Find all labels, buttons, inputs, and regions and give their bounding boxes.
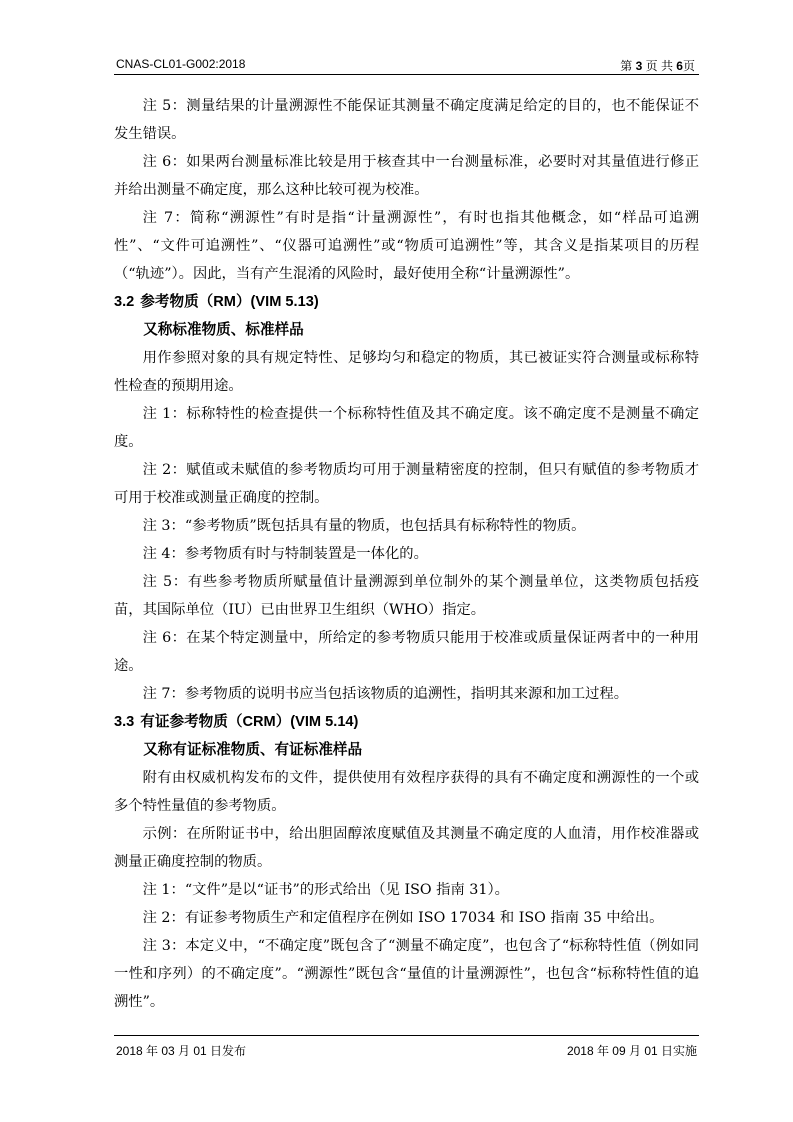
- crm-example: 示例：在所附证书中，给出胆固醇浓度赋值及其测量不确定度的人血清，用作校准器或测量正确度控制的物质。: [114, 826, 699, 870]
- section-title: 参考物质（RM）(VIM 5.13): [140, 294, 319, 310]
- note-7-traceability: 注 7：简称“溯源性”有时是指“计量溯源性”，有时也指其他概念，如“样品可追溯性”、“文件可追溯性”、“仪器可追溯性”或“物质可追溯性”等，其含义是指某项目的历程（“轨迹”）。因此，当有产生混淆的风险时，最好使用全称“计量溯源性”。: [114, 210, 699, 282]
- crm-note: 注 1：“文件”是以“证书”的形式给出（见 ISO 指南 31）。: [142, 882, 509, 898]
- section-3-3-alias: 又称有证标准物质、有证标准样品: [143, 741, 363, 758]
- total-pages: 6: [676, 59, 683, 73]
- section-3-2-definition: 用作参照对象的具有规定特性、足够均匀和稳定的物质，其已被证实符合测量或标称特性检查的预期用途。: [114, 350, 699, 394]
- rm-note: 注 5：有些参考物质所赋量值计量溯源到单位制外的某个测量单位，这类物质包括疫苗，其国际单位（IU）已由世界卫生组织（WHO）指定。: [114, 574, 699, 618]
- issue-date: 2018 年 03 月 01 日发布: [116, 1044, 247, 1058]
- page-header: [114, 52, 699, 75]
- section-heading-3-2: [114, 288, 699, 316]
- page-body: [114, 92, 699, 1016]
- section-number: 3.3: [114, 714, 135, 730]
- section-3-2-alias: 又称标准物质、标准样品: [143, 321, 304, 338]
- page-footer: [114, 1035, 699, 1060]
- rm-note: 注 7：参考物质的说明书应当包括该物质的追溯性，指明其来源和加工过程。: [142, 686, 629, 702]
- section-heading-3-3: [114, 708, 699, 736]
- implementation-date: 2018 年 09 月 01 日实施: [566, 1044, 697, 1058]
- rm-note: 注 3：“参考物质”既包括具有量的物质，也包括具有标称特性的物质。: [142, 518, 586, 534]
- section-number: 3.2: [114, 294, 135, 310]
- current-page: 3: [635, 59, 643, 73]
- section-3-3-definition: 附有由权威机构发布的文件，提供使用有效程序获得的具有不确定度和溯源性的一个或多个特性量值的参考物质。: [114, 770, 699, 814]
- section-title: 有证参考物质（CRM）(VIM 5.14): [140, 714, 359, 730]
- rm-note: 注 1：标称特性的检查提供一个标称特性值及其不确定度。该不确定度不是测量不确定度。: [114, 406, 699, 450]
- note-5-traceability: 注 5：测量结果的计量溯源性不能保证其测量不确定度满足给定的目的，也不能保证不发生错误。: [114, 98, 699, 142]
- document-code: CNAS-CL01-G002:2018: [116, 57, 246, 71]
- crm-note: 注 3：本定义中，“不确定度”既包含了“测量不确定度”，也包含了“标称特性值（例如同一性和序列）的不确定度”。“溯源性”既包含“量值的计量溯源性”，也包含“标称特性值的追溯性”。: [114, 938, 699, 1010]
- crm-note: 注 2：有证参考物质生产和定值程序在例如 ISO 17034 和 ISO 指南 35 中给出。: [142, 910, 664, 926]
- rm-note: 注 6：在某个特定测量中，所给定的参考物质只能用于校准或质量保证两者中的一种用途。: [114, 630, 699, 674]
- rm-note: 注 2：赋值或未赋值的参考物质均可用于测量精密度的控制，但只有赋值的参考物质才可用于校准或测量正确度的控制。: [114, 462, 699, 506]
- note-6-traceability: 注 6：如果两台测量标准比较是用于核查其中一台测量标准，必要时对其量值进行修正并给出测量不确定度，那么这种比较可视为校准。: [114, 154, 699, 198]
- page-number: 第 3 页 共 6页: [620, 59, 695, 73]
- rm-note: 注 4：参考物质有时与特制装置是一体化的。: [142, 546, 428, 562]
